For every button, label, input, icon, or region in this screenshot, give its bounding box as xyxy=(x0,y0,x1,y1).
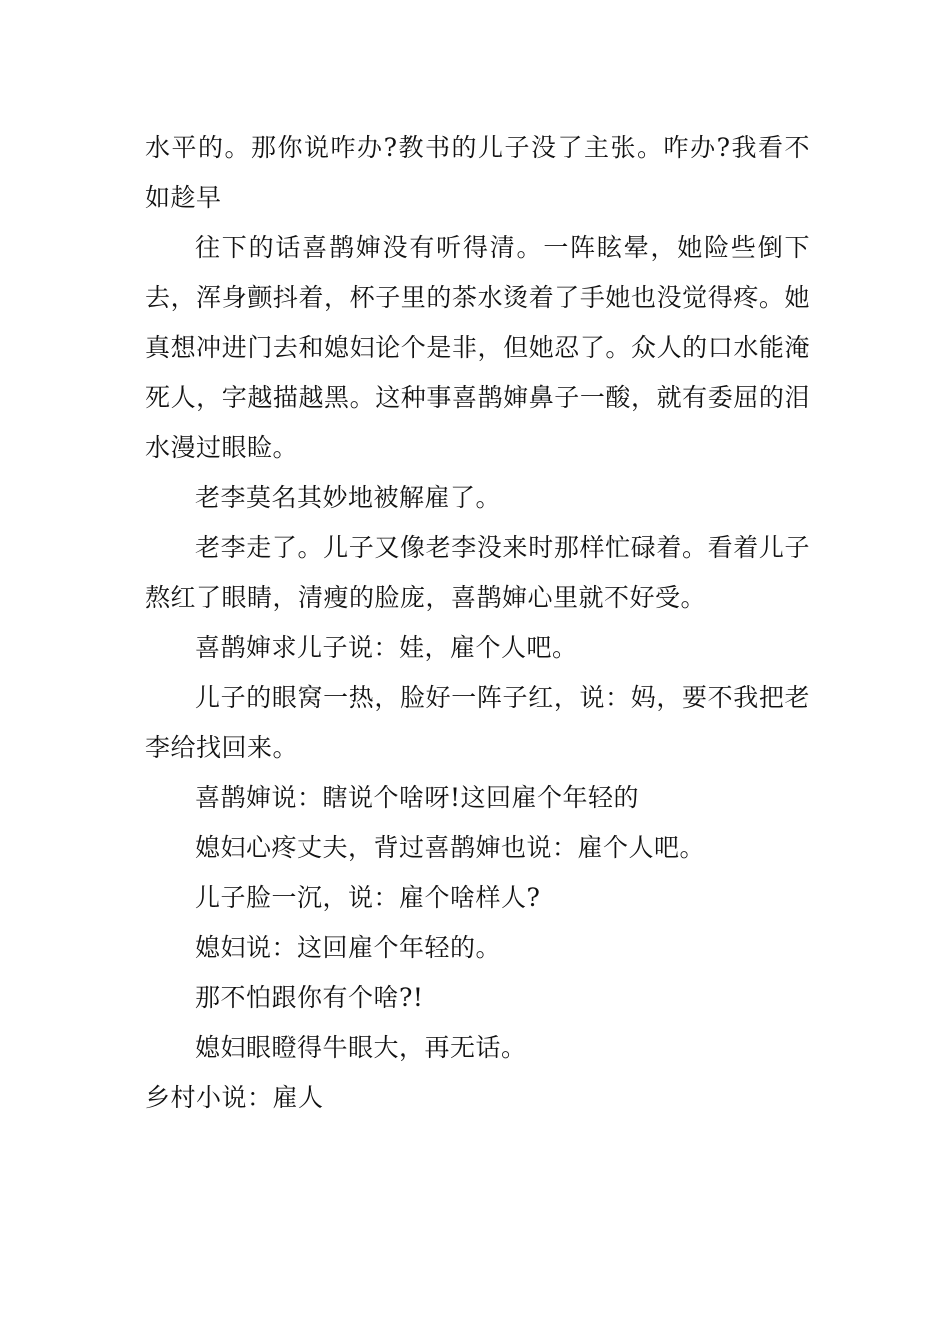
paragraph-9: 儿子脸一沉，说：雇个啥样人? xyxy=(195,883,541,912)
paragraph-6: 儿子的眼窝一热，脸好一阵子红，说：妈，要不我把老李给找回来。 xyxy=(145,683,810,762)
paragraph-2: 往下的话喜鹊婶没有听得清。一阵眩晕，她险些倒下去，浑身颤抖着，杯子里的茶水烫着了手她也没觉得疼。她真想冲进门去和媳妇论个是非，但她忍了。众人的口水能淹死人，字越描越黑。这种事喜鹊婶鼻子一酸，就有委屈的泪水漫过眼睑。 xyxy=(145,233,810,462)
paragraph-11: 那不怕跟你有个啥?! xyxy=(195,983,424,1012)
paragraph-12: 媳妇眼瞪得牛眼大，再无话。 xyxy=(195,1033,527,1062)
document-page xyxy=(145,123,810,1123)
paragraph-4: 老李走了。儿子又像老李没来时那样忙碌着。看着儿子熬红了眼睛，清瘦的脸庞，喜鹊婶心里就不好受。 xyxy=(145,533,810,612)
footer-title: 乡村小说：雇人 xyxy=(145,1083,324,1112)
paragraph-10: 媳妇说：这回雇个年轻的。 xyxy=(195,933,502,962)
paragraph-5: 喜鹊婶求儿子说：娃，雇个人吧。 xyxy=(195,633,578,662)
paragraph-1: 水平的。那你说咋办?教书的儿子没了主张。咋办?我看不如趁早 xyxy=(145,133,810,212)
paragraph-7: 喜鹊婶说：瞎说个啥呀!这回雇个年轻的 xyxy=(195,783,640,812)
paragraph-8: 媳妇心疼丈夫，背过喜鹊婶也说：雇个人吧。 xyxy=(195,833,706,862)
paragraph-3: 老李莫名其妙地被解雇了。 xyxy=(195,483,502,512)
